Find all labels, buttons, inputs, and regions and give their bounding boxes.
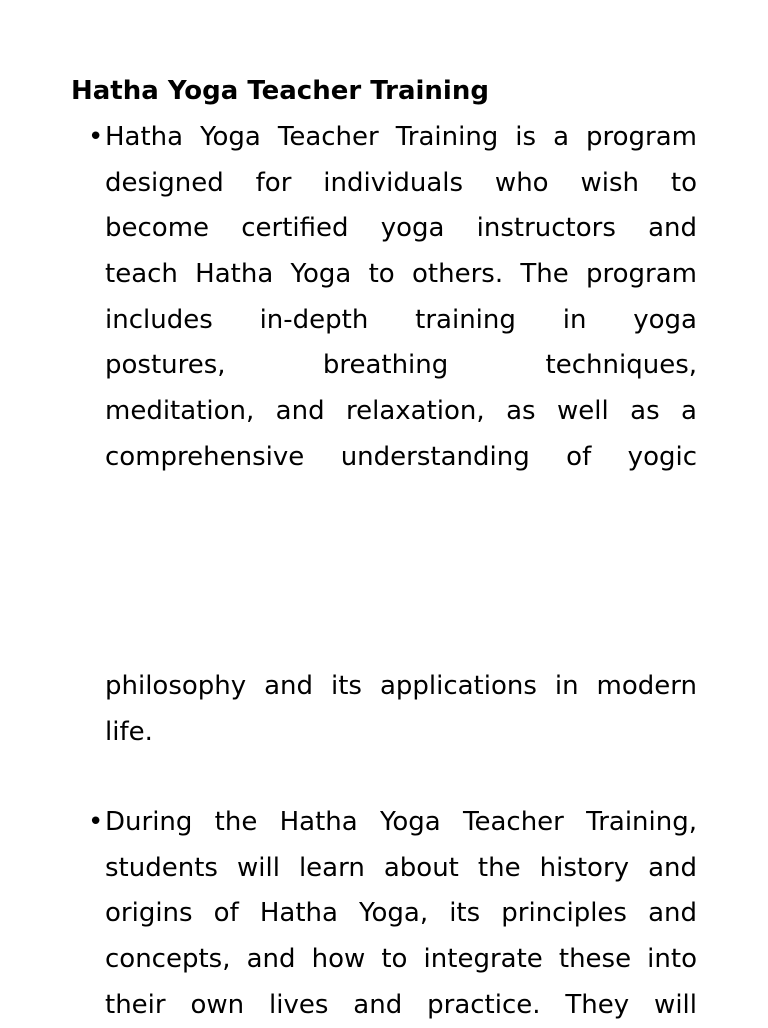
paragraph-line: philosophy and its applications in modern: [105, 671, 697, 701]
bullet-paragraph-1: [105, 115, 697, 481]
bullet-paragraph-1-continued: [105, 664, 697, 755]
paragraph-line: meditation, and relaxation, as well as a: [105, 396, 697, 427]
paragraph-line: designed for individuals who wish to: [105, 167, 697, 198]
bullet-paragraph-2: [105, 800, 697, 1028]
paragraph-line: become certified yoga instructors and: [105, 213, 697, 244]
paragraph-line: Hatha Yoga Teacher Training is a program: [105, 122, 697, 152]
paragraph-line: origins of Hatha Yoga, its principles and: [105, 898, 697, 929]
paragraph-line: During the Hatha Yoga Teacher Training,: [105, 807, 697, 837]
bullet-marker: •: [88, 807, 104, 837]
bullet-marker: •: [88, 122, 104, 152]
paragraph-line: their own lives and practice. They will: [105, 989, 697, 1020]
paragraph-line: includes in-depth training in yoga: [105, 304, 697, 335]
section-heading: Hatha Yoga Teacher Training: [71, 76, 489, 106]
paragraph-line: students will learn about the history and: [105, 852, 697, 883]
paragraph-line: teach Hatha Yoga to others. The program: [105, 259, 697, 290]
paragraph-line: life.: [105, 716, 153, 747]
paragraph-line: comprehensive understanding of yogic: [105, 441, 697, 472]
paragraph-line: concepts, and how to integrate these into: [105, 944, 697, 975]
paragraph-line: postures, breathing techniques,: [105, 350, 697, 381]
